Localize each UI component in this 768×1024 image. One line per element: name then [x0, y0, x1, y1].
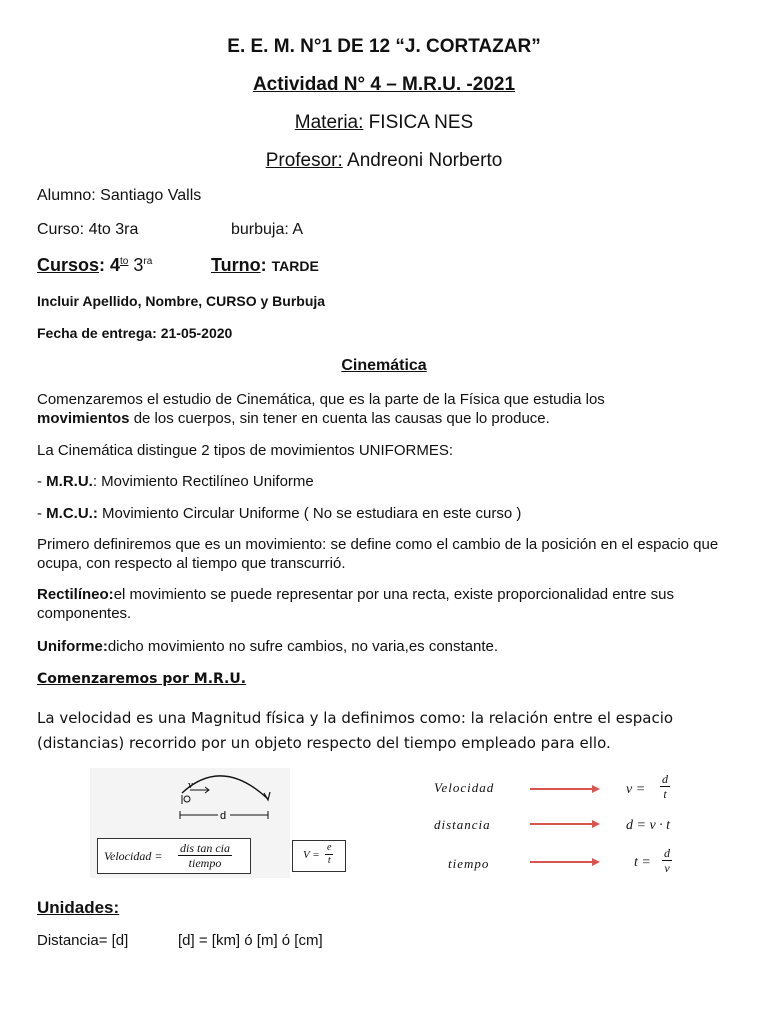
row-time-arrow: [530, 857, 602, 867]
row-time-num: d: [664, 846, 670, 860]
courses-mid: 3: [128, 255, 144, 275]
uniform-bold: Uniforme:: [37, 638, 108, 655]
movements-rest: de los cuerpos, sin tener en cuenta las causas que lo produce.: [129, 410, 550, 427]
list-dash: -: [37, 473, 47, 490]
list-mru-bold: M.R.U.: [46, 473, 93, 490]
courses-line: [37, 255, 152, 276]
activity-title: [0, 74, 768, 96]
list-mcu-rest: Movimiento Circular Uniforme ( No se estudiara en este curso ): [97, 505, 522, 522]
student-course: Curso: 4to 3ra: [37, 221, 139, 238]
row-velocity-fraction: [660, 772, 670, 801]
row-time-word: tiempo: [448, 856, 490, 871]
school-title: E. E. M. N°1 DE 12 “J. CORTAZAR”: [227, 36, 541, 57]
courses-label: Cursos: [37, 255, 100, 275]
row-velocity-den: t: [663, 787, 667, 801]
shift-colon: :: [260, 255, 272, 275]
paragraph-intro-line1: Comenzaremos el estudio de Cinemática, que es la parte de la Física que estudia los: [37, 391, 605, 408]
short-formula-fraction: [325, 842, 333, 867]
row-velocity-word: Velocidad: [434, 780, 495, 795]
paragraph-uniform: [37, 637, 727, 656]
formula-lhs: Velocidad =: [104, 849, 163, 863]
paragraph-velocity: La velocidad es una Magnitud física y la definimos como: la relación entre el espacio (distancias) recorrido por un objeto respecto del tiempo empleado para ello.: [37, 709, 674, 752]
list-dash: -: [37, 505, 47, 522]
row-distance-arrow: [530, 819, 602, 829]
short-formula-lhs: V =: [303, 849, 320, 861]
student-name: Alumno: Santiago Valls: [37, 187, 202, 204]
list-item-mcu: [37, 504, 727, 523]
row-velocity-lhs: v =: [626, 782, 646, 797]
courses-sup2: ra: [143, 256, 153, 267]
short-formula-denominator: t: [327, 855, 331, 866]
list-mcu-bold: M.C.U.:: [46, 505, 98, 522]
courses-sup1: to: [120, 256, 129, 267]
movements-bold: movimientos: [37, 410, 130, 427]
units-title: Unidades:: [37, 898, 120, 917]
activity-text: Actividad N° 4 – M.R.U. -2021: [252, 74, 516, 95]
row-distance-word: distancia: [434, 817, 491, 832]
student-bubble: burbuja: A: [231, 221, 304, 238]
uniform-rest: dicho movimiento no sufre cambios, no varia,es constante.: [107, 638, 499, 655]
row-time-fraction: [662, 846, 672, 875]
row-time-den: v: [664, 861, 670, 875]
units-distance-label: Distancia= [d]: [37, 932, 129, 949]
trajectory-arc: [182, 776, 268, 799]
subject-label: Materia:: [294, 112, 364, 133]
rectilinear-bold: Rectilíneo:: [37, 586, 114, 603]
shift-line: [211, 255, 319, 276]
teacher-line: [0, 150, 768, 172]
units-distance-values: [d] = [km] ó [m] ó [cm]: [178, 932, 323, 949]
motion-diagram: [90, 768, 290, 832]
distance-label: d: [220, 810, 227, 822]
list-mru-rest: : Movimiento Rectilíneo Uniforme: [92, 473, 314, 490]
formula-table: [420, 770, 720, 880]
paragraph-intro-line2: [37, 409, 727, 428]
shift-value: TARDE: [271, 258, 319, 274]
short-formula-box: [292, 840, 346, 872]
paragraph-types: La Cinemática distingue 2 tipos de movimientos UNIFORMES:: [37, 442, 454, 459]
paragraph-intro: [37, 390, 727, 428]
short-formula-numerator: e: [327, 842, 332, 853]
teacher-label: Profesor:: [265, 150, 343, 171]
arrow-head: [592, 785, 600, 793]
shift-label: Turno: [211, 255, 261, 275]
row-velocity-arrow: [530, 784, 602, 794]
paragraph-movement-def: Primero definiremos que es un movimiento: se define como el cambio de la posición en el espacio que ocupa, con respecto al tiempo que transcurrió.: [37, 536, 719, 572]
formula-fraction: [178, 841, 232, 870]
arrow-head: [592, 820, 600, 828]
rectilinear-rest: el movimiento se puede representar por una recta, existe proporcionalidad entre sus componentes.: [37, 586, 675, 622]
mru-title: Comenzaremos por M.R.U.: [37, 671, 247, 687]
object-dot: [184, 796, 190, 802]
row-distance-formula: d = v · t: [626, 818, 671, 833]
motion-figure: [90, 768, 332, 878]
due-date: Fecha de entrega: 21-05-2020: [37, 325, 233, 341]
row-time-lhs: t =: [634, 855, 651, 870]
velocity-formula-box: [97, 838, 251, 874]
paragraph-rectilinear: [37, 585, 727, 623]
list-item-mru: [37, 472, 727, 491]
section-title: Cinemática: [341, 357, 427, 374]
formula-denominator: tiempo: [188, 856, 222, 870]
row-velocity-num: d: [662, 772, 668, 786]
arrow-head: [592, 858, 600, 866]
courses-colon: : 4: [99, 255, 121, 275]
subject-line: [0, 112, 768, 134]
teacher-value: Andreoni Norberto: [342, 150, 503, 171]
include-note: Incluir Apellido, Nombre, CURSO y Burbuja: [37, 293, 326, 309]
subject-value: FISICA NES: [363, 112, 474, 133]
velocity-label: v: [188, 780, 193, 791]
formula-numerator: dis tan cia: [180, 841, 230, 855]
